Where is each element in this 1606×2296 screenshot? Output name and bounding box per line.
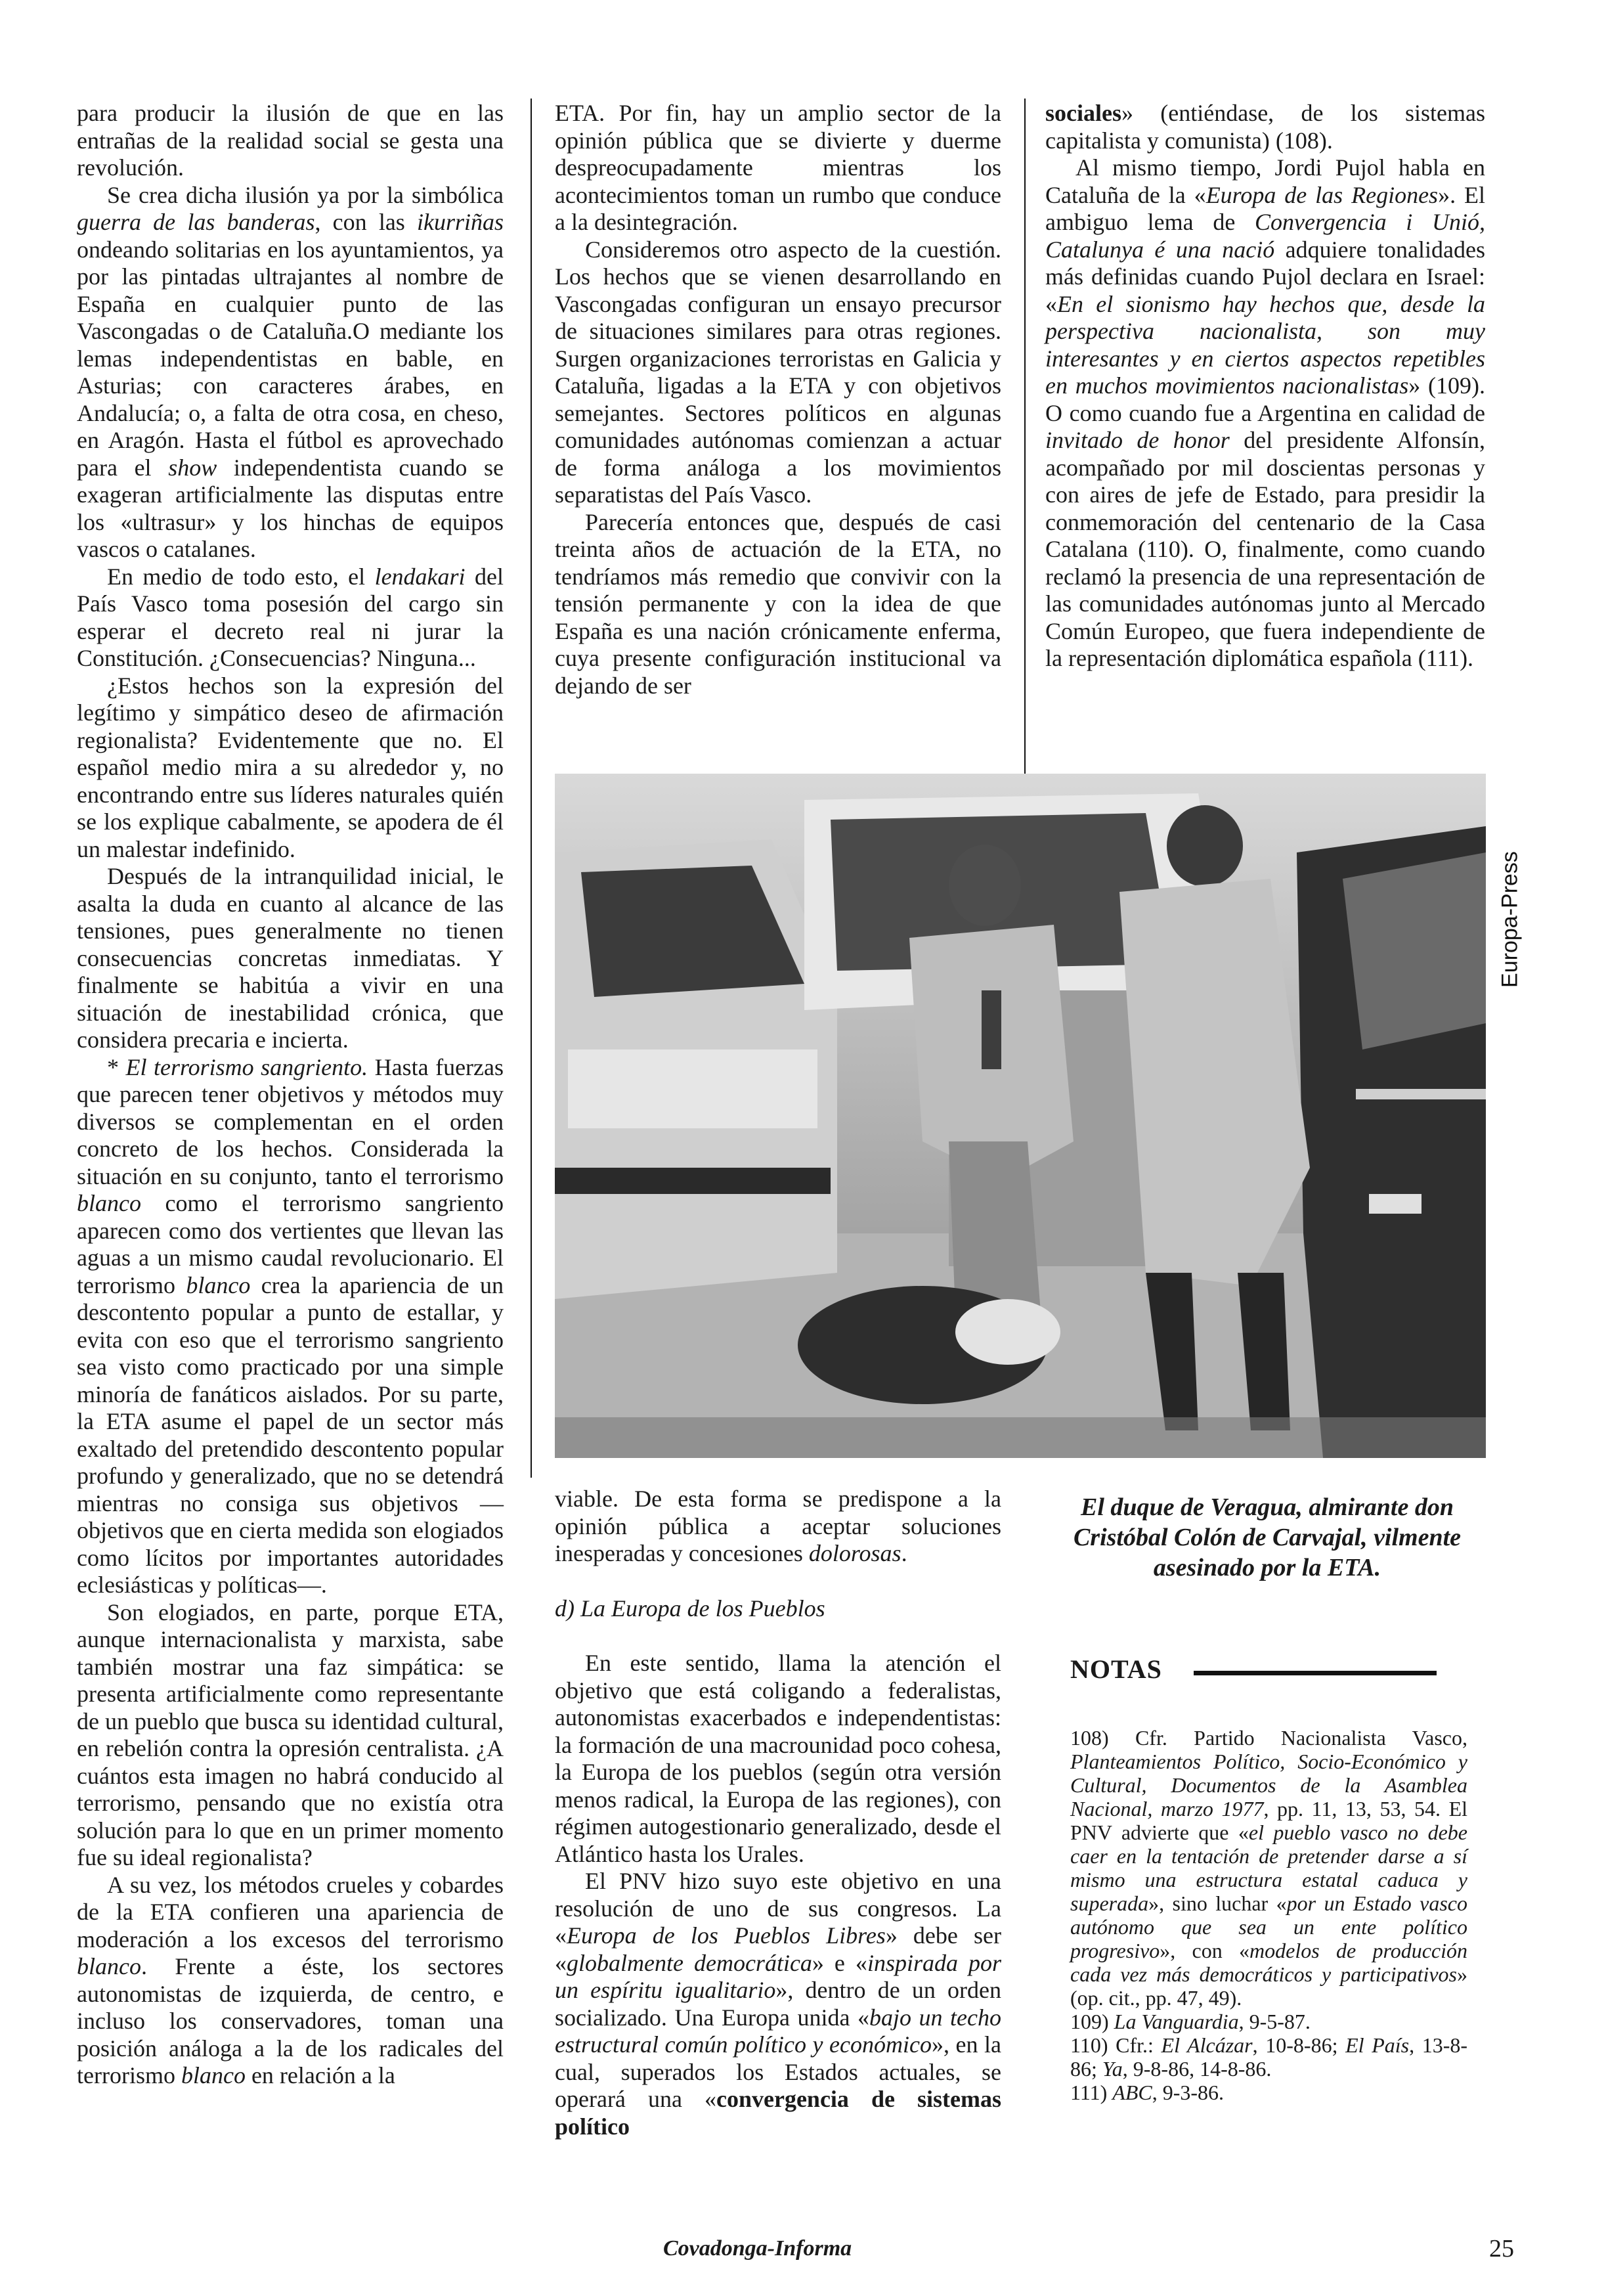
- notas-rule: [1194, 1671, 1437, 1675]
- column-1: [77, 100, 504, 2090]
- col3-paragraph: Al mismo tiempo, Jordi Pujol habla en Cataluña de la «Europa de las Regiones». El ambiguo lema de Convergencia i Unió, Catalunya é una nació adquiere tonalidades más definidas cuando Pujol declara en Israel: «En el sionismo hay hechos que, desde la perspectiva nacionalista, son muy interesantes y en ciertos aspectos repetibles en muchos movimientos nacionalistas» (109). O como cuando fue a Argentina en calidad de invitado de honor del presidente Alfonsín, acompañado por mil doscientas personas y con aires de jefe de Estado, para presidir la conmemoración del centenario de la Casa Catalana (110). O, finalmente, como cuando reclamó la presencia de una representación de las comunidades autónomas junto al Mercado Común Europeo, que fuera independiente de la representación diplomática española (111).: [1045, 154, 1486, 671]
- column-2: [555, 100, 1001, 699]
- col1-paragraph: * El terrorismo sangriento. Hasta fuerzas que parecen tener objetivos y métodos muy diversos se complementan en el orden concreto de los hechos. Considerada la situación en su conjunto, tanto el terrorismo blanco como el terrorismo sangriento aparecen como dos vertientes que llevan las aguas a un mismo caudal revolucionario. El terrorismo blanco crea la apariencia de un descontento popular a punto de estallar, y evita con eso que el terrorismo sangriento sea visto como practicado por una simple minoría de fanáticos aislados. Por su parte, la ETA asume el papel de un sector más exaltado del pretendido descontento popular profundo y generalizado, que no se detendrá mientras no consiga sus objetivos —objetivos que en cierta medida son elogiados como lícitos por importantes autoridades eclesiásticas y políticas—.: [77, 1053, 504, 1598]
- news-photo: [555, 774, 1486, 1458]
- notas-paragraph: 109) La Vanguardia, 9-5-87.: [1070, 2010, 1311, 2033]
- col2c-paragraph: En este sentido, llama la atención el objetivo que está coligando a federalistas, autonomistas exacerbados e independentistas: la formación de una macrounidad poco cohesa, la Europa de los pueblos (según otra versión menos radical, la Europa de las regiones), con régimen autogestionario generalizado, desde el Atlántico hasta los Urales.: [555, 1650, 1001, 1867]
- col1-paragraph: Son elogiados, en parte, porque ETA, aunque internacionalista y marxista, sabe también mostrar una faz simpática: se presenta artificialmente como representante de un pueblo que busca su identidad cultural, en rebelión contra la opresión centralista. ¿A cuántos esta imagen no habrá conducido al terrorismo, pensando que no existía otra solución para lo que en un primer momento fue su ideal regionalista?: [77, 1599, 504, 1870]
- col1-paragraph: para producir la ilusión de que en las entrañas de la realidad social se gesta una revolución.: [77, 100, 504, 181]
- section-heading: d) La Europa de los Pueblos: [555, 1595, 825, 1622]
- notas-paragraph: 108) Cfr. Partido Nacionalista Vasco, Planteamientos Político, Socio-Económico y Cultural, Documentos de la Asamblea Nacional, marzo 1977, pp. 11, 13, 53, 54. El PNV advierte que «el pueblo vasco no debe caer en la tentación de pretender darse a sí mismo una estructura estatal caduca y superada», sino luchar «por un Estado vasco autónomo que sea un ente político progresivo», con «modelos de producción cada vez más democráticos y participativos» (op. cit., pp. 47, 49).: [1070, 1726, 1468, 2010]
- photo-credit: Europa-Press: [1497, 851, 1523, 988]
- col2b-paragraph: viable. De esta forma se predispone a la opinión pública a aceptar soluciones inesperadas y concesiones dolorosas.: [555, 1486, 1001, 1566]
- col2-paragraph: ETA. Por fin, hay un amplio sector de la opinión pública que se divierte y duerme despreocupadamente mientras los acontecimientos toman un rumbo que conduce a la desintegración.: [555, 100, 1001, 235]
- photo-scene: [555, 774, 1486, 1458]
- publication-name: Covadonga-Informa: [663, 2236, 852, 2261]
- col1-paragraph: En medio de todo esto, el lendakari del País Vasco toma posesión del cargo sin esperar el decreto real ni jurar la Constitución. ¿Consecuencias? Ninguna...: [77, 563, 504, 671]
- col1-paragraph: Se crea dicha ilusión ya por la simbólica guerra de las banderas, con las ikurriñas ondeando solitarias en los ayuntamientos, ya por las pintadas ultrajantes al nombre de España en cualquier punto de las Vascongadas o de Cataluña.O mediante los lemas independentistas en bable, en Asturias; con caracteres árabes, en Andalucía; o, a falta de otra cosa, en cheso, en Aragón. Hasta el fútbol es aprovechado para el show independentista cuando se exageran artificialmente las disputas entre los «ultrasur» y los hinchas de equipos vascos o catalanes.: [77, 181, 504, 562]
- page-number: 25: [1489, 2235, 1514, 2263]
- column-2-lower: [555, 1486, 1001, 2140]
- col2-paragraph: Parecería entonces que, después de casi treinta años de actuación de la ETA, no tendríamos más remedio que convivir con la tensión permanente y con la idea de que España es una nación crónicamente enferma, cuya presente configuración institucional va dejando de ser: [555, 508, 1001, 699]
- notas-title: NOTAS: [1070, 1654, 1162, 1684]
- col2c-paragraph: El PNV hizo suyo este objetivo en una resolución de uno de sus congresos. La «Europa de los Pueblos Libres» debe ser «globalmente democrática» e «inspirada por un espíritu igualitario», dentro de un orden socializado. Una Europa unida «bajo un techo estructural común político y económico», en la cual, superados los Estados actuales, se operará una «convergencia de sistemas político: [555, 1868, 1001, 2140]
- column-3: [1045, 100, 1485, 673]
- notas-paragraph: 111) ABC, 9-3-86.: [1070, 2081, 1225, 2104]
- col1-paragraph: ¿Estos hechos son la expresión del legítimo y simpático deseo de afirmación regionalista? Evidentemente que no. El español medio mira a su alrededor y, no encontrando entre sus líderes naturales quién se los explique cabalmente, se apodera de él un malestar indefinido.: [77, 672, 504, 862]
- notas-paragraph: 110) Cfr.: El Alcázar, 10-8-86; El País, 13-8-86; Ya, 9-8-86, 14-8-86.: [1070, 2033, 1468, 2081]
- col1-paragraph: A su vez, los métodos crueles y cobardes de la ETA confieren una apariencia de moderación a los excesos del terrorismo blanco. Frente a éste, los sectores autonomistas de izquierda, de centro, e incluso los conservadores, toman una posición análoga a la de los radicales del terrorismo blanco en relación a la: [77, 1871, 504, 2088]
- col1-paragraph: Después de la intranquilidad inicial, le asalta la duda en cuanto al alcance de las tensiones, pues generalmente no tienen consecuencias concretas inmediatas. Y finalmente se habitúa a vivir en una situación de inestabilidad crónica, que considera precaria e incierta.: [77, 863, 504, 1053]
- column-rule-right: [1024, 99, 1026, 775]
- col2-paragraph: Consideremos otro aspecto de la cuestión. Los hechos que se vienen desarrollando en Vascongadas configuran un ensayo precursor de situaciones similares para otras regiones. Surgen organizaciones terroristas en Galicia y Cataluña, ligadas a la ETA y con objetivos semejantes. Sectores políticos en algunas comunidades autónomas comienzan a actuar de forma análoga a los movimientos separatistas del País Vasco.: [555, 236, 1001, 508]
- col3-paragraph: sociales» (entiéndase, de los sistemas capitalista y comunista) (108).: [1045, 100, 1485, 154]
- photo-caption: El duque de Veragua, almirante don Cristóbal Colón de Carvajal, vilmente asesinado por la ETA.: [1073, 1493, 1462, 1581]
- column-rule-left: [531, 99, 532, 1478]
- notas-list: [1070, 1726, 1467, 2104]
